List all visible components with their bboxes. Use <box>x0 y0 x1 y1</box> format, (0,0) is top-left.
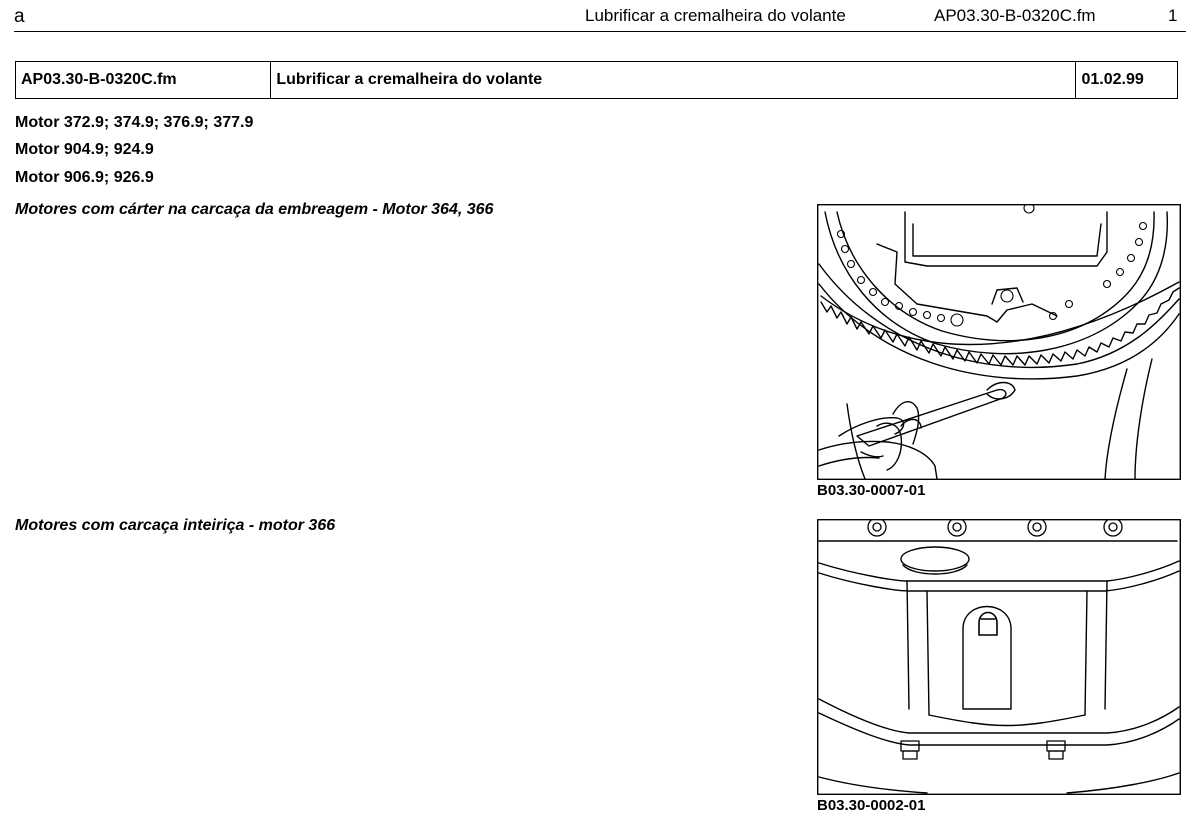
table-row <box>16 62 1178 99</box>
figure-caption-1: B03.30-0007-01 <box>817 482 926 499</box>
page-number: 1 <box>1168 6 1178 25</box>
doc-id-cell: AP03.30-B-0320C.fm <box>16 62 271 99</box>
motor-line-1: Motor 372.9; 374.9; 376.9; 377.9 <box>15 114 254 131</box>
document-reference-table <box>15 61 1178 99</box>
header-filename: AP03.30-B-0320C.fm <box>934 6 1096 25</box>
section-heading-one-piece-housing: Motores com carcaça inteiriça - motor 366 <box>15 517 336 534</box>
header-title: Lubrificar a cremalheira do volante <box>585 6 846 25</box>
figure-flywheel-ring-gear-lubrication <box>817 204 1181 480</box>
section-heading-clutch-housing-sump: Motores com cárter na carcaça da embreagem - Motor 364, 366 <box>15 201 494 218</box>
doc-date-cell: 01.02.99 <box>1076 62 1178 99</box>
doc-title-cell: Lubrificar a cremalheira do volante <box>271 62 1076 99</box>
figure-one-piece-housing-inspection-hole <box>817 519 1181 795</box>
header-letter: a <box>14 6 25 27</box>
header-rule <box>14 31 1186 32</box>
figure-caption-2: B03.30-0002-01 <box>817 797 926 814</box>
motor-line-3: Motor 906.9; 926.9 <box>15 169 154 186</box>
motor-line-2: Motor 904.9; 924.9 <box>15 141 154 158</box>
